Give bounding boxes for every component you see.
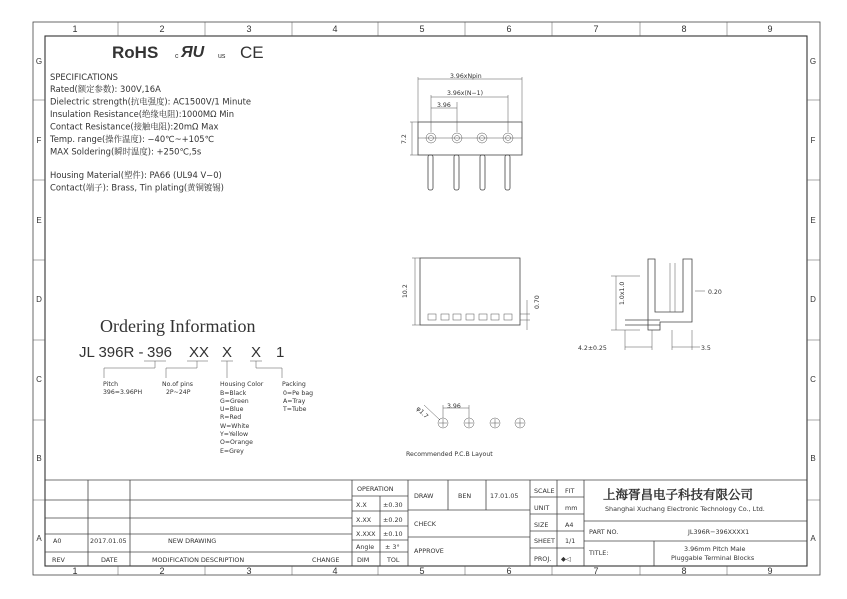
dim-side-right: 3.5 [701,345,711,352]
row-label: C [36,375,42,384]
draw-name: BEN [458,492,472,500]
material-line: Contact(端子): Brass, Tin plating(黄铜镀锡) [50,182,224,193]
approve-label: APPROVE [414,547,444,555]
ul-prefix: c [175,53,179,60]
row-label: A [810,534,816,543]
pins-value: 2P~24P [166,389,191,396]
color-label: Housing Color [220,381,264,388]
row-label: F [810,136,816,145]
material-line: Housing Material(塑件): PA66 (UL94 V−0) [50,170,222,180]
tol-label: Angle [356,543,375,551]
color-option: Y=Yellow [220,431,249,438]
dim-span: 3.96x(N−1) [447,90,484,97]
pins-label: No.of pins [162,381,193,388]
specifications [49,72,251,193]
unit-label: UNIT [534,504,550,512]
row-label: G [35,57,43,66]
pcb-caption: Recommended P.C.B Layout [406,451,493,458]
spec-title: SPECIFICATIONS [50,72,118,82]
col-label: 8 [681,566,687,576]
pcb-layout [406,403,525,458]
row-label: E [36,216,42,225]
col-label: 3 [246,24,252,34]
title-label: TITLE: [589,549,609,557]
color-option: R=Red [220,414,242,421]
pcb-hole: φ1.7 [414,405,430,421]
ordering-information [79,316,313,455]
row-label: D [810,295,816,304]
row-label: B [36,454,42,463]
col-label: 2 [159,24,165,34]
tol-value: ±0.30 [383,501,403,509]
row-label: G [809,57,817,66]
rev-header: REV [52,556,65,564]
rev-date: 2017.01.05 [90,537,127,545]
pitch-label: Pitch [103,381,119,388]
operation-label: OPERATION [357,485,394,493]
row-label: F [36,136,42,145]
col-label: 7 [593,566,599,576]
row-label: A [36,534,42,543]
ul-suffix: us [218,53,226,60]
spec-line: Temp. range(操作温度): −40℃~+105℃ [50,134,215,144]
row-label: C [810,375,816,384]
col-label: 8 [681,24,687,34]
row-label: D [36,295,42,304]
title-line1: 3.96mm Pitch Male [684,545,746,553]
ce-mark: CE [240,43,264,62]
column-labels-bottom [72,566,772,576]
front-view [402,258,541,330]
company-en: Shanghai Xuchang Electronic Technology Co., Ltd. [605,505,765,513]
tol-header: TOL [387,556,400,564]
dim-side-pin: 1.0x1.0 [619,281,626,305]
color-option: O=Orange [220,439,253,446]
column-labels-top [72,24,772,34]
row-label: E [810,216,816,225]
packing-option: 0=Pe bag [283,390,314,397]
code-prefix: JL 396R - [79,344,144,361]
code-pins: XX [189,344,210,361]
color-option: U=Blue [220,406,244,413]
ordering-title: Ordering Information [100,316,256,336]
col-label: 5 [419,24,425,34]
color-option: W=White [220,423,250,430]
dim-side-wall: 0.20 [708,289,722,296]
packing-option: A=Tray [283,398,306,405]
col-label: 4 [332,24,338,34]
col-label: 5 [419,566,425,576]
scale-label: SCALE [534,487,555,495]
draw-date: 17.01.05 [490,492,519,500]
col-label: 1 [72,566,78,576]
size-label: SIZE [534,521,549,529]
packing-option: T=Tube [283,406,307,413]
color-option: E=Grey [220,448,244,455]
tol-value: ± 3° [385,543,400,551]
side-view [578,259,722,352]
row-label: B [810,454,816,463]
col-label: 6 [506,566,512,576]
spec-line: Rated(额定参数): 300V,16A [50,84,161,94]
tol-value: ±0.20 [383,516,403,524]
pitch-value: 396=3.96PH [103,389,143,396]
rev-value: A0 [53,537,62,545]
scale-value: FIT [565,487,575,495]
tol-label: X.XX [356,516,372,524]
date-header: DATE [101,556,118,564]
col-label: 4 [332,566,338,576]
projection-icon: ◆◁ [561,555,571,563]
change-header: CHANGE [312,556,340,564]
col-label: 9 [767,24,773,34]
col-label: 3 [246,566,252,576]
dim-side-left: 4.2±0.25 [578,345,607,352]
row-labels-left [36,57,42,543]
desc-header: MODIFICATION DESCRIPTION [152,556,245,564]
proj-label: PROJ. [534,555,552,563]
top-view [401,73,522,190]
code-suffix: 1 [276,344,285,361]
spec-line: MAX Soldering(瞬时温度): +250℃,5s [50,146,202,157]
col-label: 7 [593,24,599,34]
tol-value: ±0.10 [383,530,403,538]
tol-label: X.XXX [356,530,376,538]
color-option: G=Green [220,398,249,405]
packing-label: Packing [282,381,306,388]
part-label: PART NO. [589,528,619,536]
code-pitch: 396 [147,344,173,361]
col-label: 2 [159,566,165,576]
size-value: A4 [565,521,574,529]
spec-line: Insulation Resistance(绝缘电阻):1000MΩ Min [50,109,235,119]
company-cn: 上海胥昌电子科技有限公司 [603,487,754,502]
dim-label: DIM [357,556,370,564]
code-color: X [222,344,233,361]
col-label: 1 [72,24,78,34]
title-block [45,480,807,566]
ul-mark-icon: ЯU [181,44,205,61]
spec-line: Contact Resistance(接触电阻):20mΩ Max [50,121,219,132]
col-label: 9 [767,566,773,576]
rohs-mark: RoHS [112,43,159,62]
part-value: JL396R−396XXXX1 [688,528,750,536]
rev-desc: NEW DRAWING [168,537,217,545]
code-packing: X [251,344,262,361]
pcb-pitch: 3.96 [447,403,461,410]
dim-front-pin: 0.70 [534,295,541,309]
color-option: B=Black [220,390,247,397]
col-label: 6 [506,24,512,34]
title-line2: Pluggable Terminal Blocks [671,554,755,562]
check-label: CHECK [414,520,436,528]
draw-label: DRAW [414,492,434,500]
sheet-label: SHEET [534,537,555,545]
tol-label: X.X [356,501,367,509]
sheet-value: 1/1 [565,537,576,545]
dim-overall: 3.96xNpin [450,73,482,80]
dim-height: 7.2 [401,134,408,144]
dim-pitch: 3.96 [437,102,451,109]
ordering-leaders [104,361,282,378]
unit-value: mm [565,504,578,512]
row-labels-right [810,57,816,543]
spec-line: Dielectric strength(抗电强度): AC1500V/1 Minute [50,96,252,107]
dim-front-height: 10.2 [402,284,409,298]
